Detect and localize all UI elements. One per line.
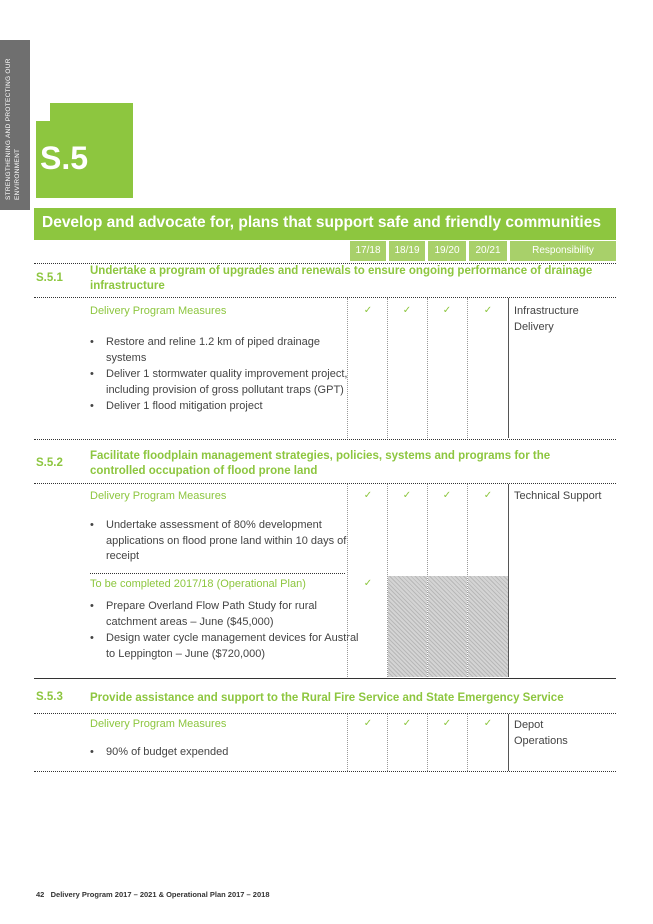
banner-title: Develop and advocate for, plans that support safe and friendly communities bbox=[42, 214, 601, 231]
column-rule bbox=[467, 298, 468, 438]
column-rule bbox=[467, 714, 468, 771]
tick-20-21: ✓ bbox=[483, 718, 493, 729]
section-number: S.5.1 bbox=[36, 272, 63, 284]
tick-19-20: ✓ bbox=[442, 718, 452, 729]
section-title: Provide assistance and support to the Rural Fire Service and State Emergency Service bbox=[90, 692, 564, 704]
measures-list bbox=[90, 518, 361, 566]
list-item: • Design water cycle management devices for Austral to Leppington – June ($720,000) bbox=[106, 631, 361, 662]
divider bbox=[34, 483, 616, 484]
side-tab bbox=[0, 40, 30, 210]
tick-18-19: ✓ bbox=[402, 718, 412, 729]
responsibility: Depot Operations bbox=[514, 719, 568, 747]
tick-20-21: ✓ bbox=[483, 305, 493, 316]
divider bbox=[34, 439, 616, 440]
measures-list bbox=[90, 745, 361, 762]
column-rule bbox=[387, 714, 388, 771]
not-applicable-cell bbox=[388, 576, 427, 677]
list-item: • 90% of budget expended bbox=[106, 745, 361, 761]
section-banner bbox=[34, 208, 616, 240]
divider bbox=[90, 573, 345, 574]
tick-18-19: ✓ bbox=[402, 490, 412, 501]
divider bbox=[34, 678, 616, 679]
section-number: S.5.2 bbox=[36, 457, 63, 469]
column-rule bbox=[467, 484, 468, 677]
column-rule bbox=[387, 484, 388, 677]
tick-20-21: ✓ bbox=[483, 490, 493, 501]
responsibility: Infrastructure Delivery bbox=[514, 305, 579, 333]
column-header-20-21: 20/21 bbox=[469, 241, 507, 261]
column-rule bbox=[508, 714, 509, 771]
tick-17-18: ✓ bbox=[363, 490, 373, 501]
column-header-17-18: 17/18 bbox=[350, 241, 386, 261]
column-rule bbox=[387, 298, 388, 438]
divider bbox=[34, 771, 616, 772]
responsibility: Technical Support bbox=[514, 490, 602, 502]
divider bbox=[34, 713, 616, 714]
tick-19-20: ✓ bbox=[442, 490, 452, 501]
column-rule bbox=[508, 484, 509, 677]
operational-plan-list bbox=[90, 599, 361, 663]
column-header-19-20: 19/20 bbox=[428, 241, 466, 261]
tick-17-18: ✓ bbox=[363, 578, 373, 589]
column-rule bbox=[508, 298, 509, 438]
tick-19-20: ✓ bbox=[442, 305, 452, 316]
list-item: • Prepare Overland Flow Path Study for rural catchment areas – June ($45,000) bbox=[106, 599, 361, 630]
list-item: • Deliver 1 flood mitigation project bbox=[106, 399, 361, 415]
side-tab-text: STRENGTHENING AND PROTECTING OUR ENVIRONMENT bbox=[5, 58, 21, 200]
section-title: Undertake a program of upgrades and renewals to ensure ongoing performance of drainage infrastructure bbox=[90, 265, 593, 292]
page-footer bbox=[36, 890, 270, 899]
column-rule bbox=[347, 714, 348, 771]
operational-plan-heading: To be completed 2017/18 (Operational Plan) bbox=[90, 578, 306, 590]
footer-text: Delivery Program 2017 – 2021 & Operational Plan 2017 – 2018 bbox=[50, 890, 270, 899]
not-applicable-cell bbox=[468, 576, 508, 677]
page-number: 42 bbox=[36, 890, 45, 899]
column-rule bbox=[427, 714, 428, 771]
section-number: S.5.3 bbox=[36, 691, 63, 703]
tick-18-19: ✓ bbox=[402, 305, 412, 316]
column-rule bbox=[427, 298, 428, 438]
tick-17-18: ✓ bbox=[363, 718, 373, 729]
column-header-18-19: 18/19 bbox=[389, 241, 425, 261]
measures-heading: Delivery Program Measures bbox=[90, 718, 227, 730]
tick-17-18: ✓ bbox=[363, 305, 373, 316]
list-item: • Restore and reline 1.2 km of piped drainage systems bbox=[106, 335, 361, 366]
measures-heading: Delivery Program Measures bbox=[90, 490, 227, 502]
section-title: Facilitate floodplain management strategies, policies, systems and programs for the controlled occupation of flood prone land bbox=[90, 450, 551, 477]
column-header-responsibility: Responsibility bbox=[510, 241, 616, 261]
measures-list bbox=[90, 335, 361, 416]
column-rule bbox=[427, 484, 428, 677]
section-badge-label: S.5 bbox=[40, 140, 89, 176]
column-rule bbox=[347, 298, 348, 438]
column-rule bbox=[347, 484, 348, 677]
measures-heading: Delivery Program Measures bbox=[90, 305, 227, 317]
not-applicable-cell bbox=[428, 576, 467, 677]
list-item: • Deliver 1 stormwater quality improvement project, including provision of gross pollutant traps (GPT) bbox=[106, 367, 361, 398]
list-item: • Undertake assessment of 80% development applications on flood prone land within 10 days of receipt bbox=[106, 518, 361, 565]
divider bbox=[34, 297, 616, 298]
